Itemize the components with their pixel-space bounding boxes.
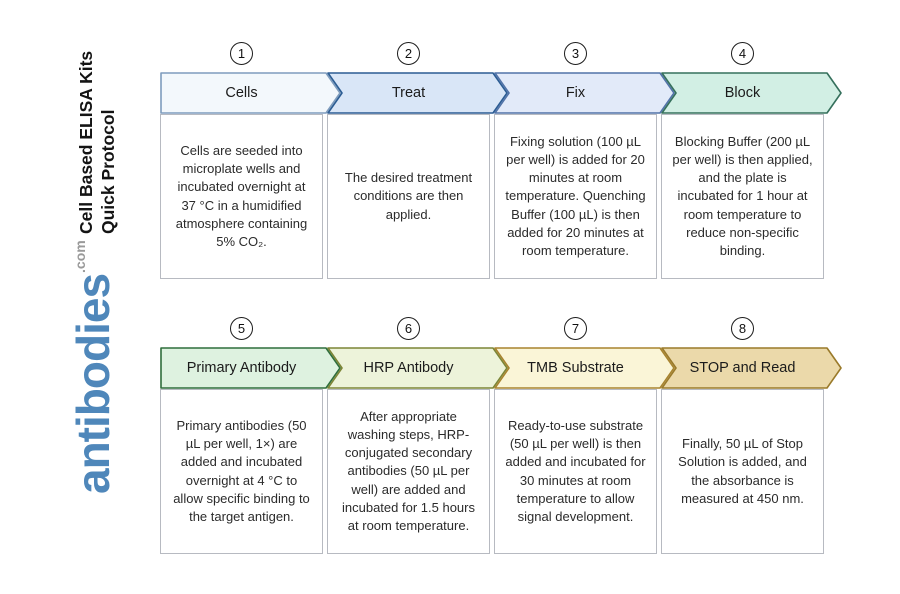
chevron-arrow [494,72,657,114]
step-number-badge: 3 [564,42,587,65]
step-description: Primary antibodies (50 µL per well, 1×) are added and incubated overnight at 4 °C to allow specific binding to the target antigen. [160,389,323,554]
step-8-stop-and-read [661,317,824,554]
chevron-arrow [160,72,323,114]
logo-wordmark: antibodies [67,273,119,494]
chevron-arrow [327,72,490,114]
chevron-arrow [661,72,824,114]
chevron-arrow [327,347,490,389]
chevron-arrow [661,347,824,389]
step-description: Fixing solution (100 µL per well) is added for 20 minutes at room temperature. Quenching Buffer (100 µL) is then added for 20 minutes at room temperature. [494,114,657,279]
protocol-flow [160,42,850,554]
page-title-line2: Quick Protocol [98,109,118,234]
step-description: Cells are seeded into microplate wells and incubated overnight at 37 °C in a humidified atmosphere containing 5% CO₂. [160,114,323,279]
step-number-badge: 6 [397,317,420,340]
logo-domain-suffix: .com [72,240,88,273]
step-label: Treat [391,85,426,101]
step-description: The desired treatment conditions are then applied. [327,114,490,279]
step-description: Finally, 50 µL of Stop Solution is added, and the absorbance is measured at 450 nm. [661,389,824,554]
step-number-badge: 4 [731,42,754,65]
step-number-badge: 1 [230,42,253,65]
page-title [75,44,119,234]
chevron-arrow [494,347,657,389]
step-label: HRP Antibody [363,360,454,376]
protocol-row-1 [160,42,850,279]
step-label: Primary Antibody [186,360,297,376]
step-6-hrp-antibody [327,317,490,554]
step-label: STOP and Read [689,360,796,376]
step-label: TMB Substrate [527,360,624,376]
step-7-tmb-substrate [494,317,657,554]
step-label: Fix [565,85,586,101]
step-number-badge: 2 [397,42,420,65]
step-description: Blocking Buffer (200 µL per well) is then applied, and the plate is incubated for 1 hour at room temperature to reduce non-specific binding. [661,114,824,279]
step-5-primary-antibody [160,317,323,554]
step-number-badge: 8 [731,317,754,340]
step-description: After appropriate washing steps, HRP-conjugated secondary antibodies (50 µL per well) are added and incubated for 1.5 hours at room temperature. [327,389,490,554]
step-2-treat [327,42,490,279]
step-1-cells [160,42,323,279]
antibodies-logo [66,224,124,494]
chevron-arrow [160,347,323,389]
step-3-fix [494,42,657,279]
protocol-row-2 [160,317,850,554]
step-label: Cells [225,85,258,101]
page-title-line1: Cell Based ELISA Kits [76,50,96,234]
step-description: Ready-to-use substrate (50 µL per well) is then added and incubated for 30 minutes at room temperature to allow signal development. [494,389,657,554]
step-number-badge: 5 [230,317,253,340]
step-number-badge: 7 [564,317,587,340]
step-label: Block [724,85,761,101]
step-4-block [661,42,824,279]
